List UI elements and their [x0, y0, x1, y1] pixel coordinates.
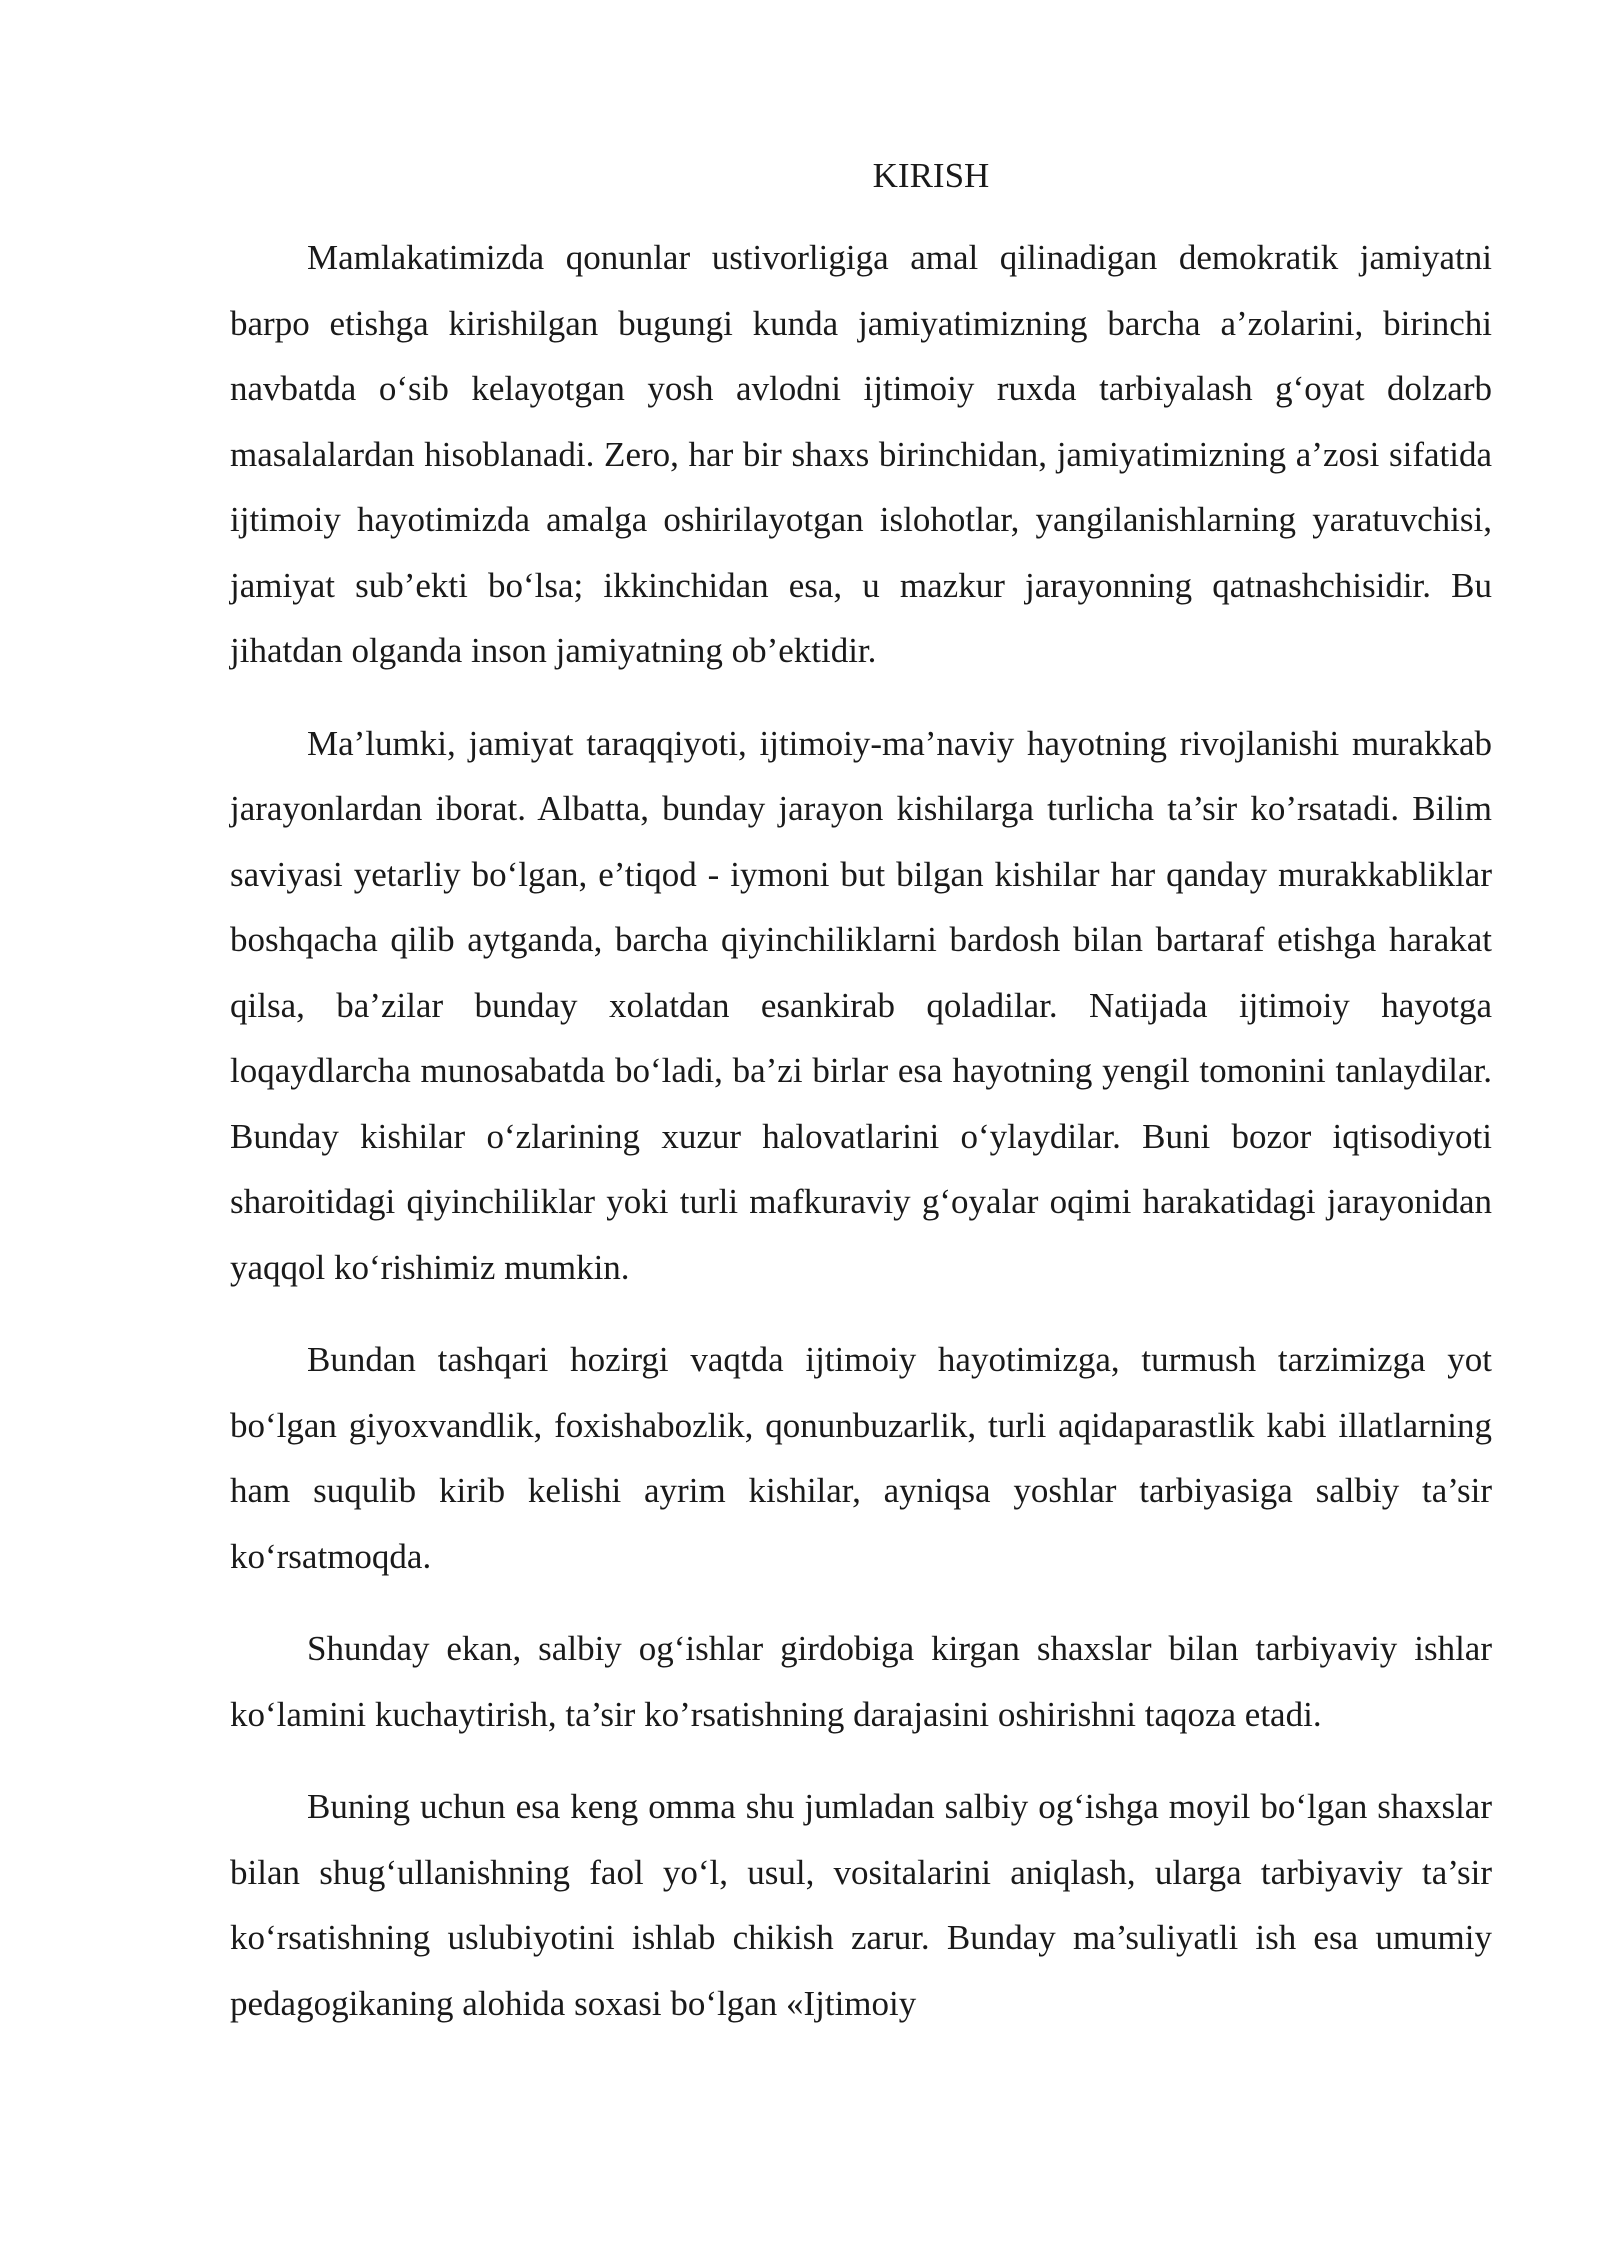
paragraph: Bundan tashqari hozirgi vaqtda ijtimoiy hayotimizga, turmush tarzimizga yot bo‘lgan giyoxvandlik, foxishabozlik, qonunbuzarlik, turli aqidaparastlik kabi illatlarning ham suqulib kirib kelishi ayrim kishilar, ayniqsa yoshlar tarbiyasiga salbiy ta’sir ko‘rsatmoqda.	[230, 1340, 1492, 1576]
page-content	[230, 150, 1492, 2063]
paragraph: Shunday ekan, salbiy og‘ishlar girdobiga kirgan shaxslar bilan tarbiyaviy ishlar ko‘lamini kuchaytirish, ta’sir ko’rsatishning darajasini oshirishni taqoza etadi.	[230, 1629, 1492, 1734]
paragraph-last: Buning uchun esa keng omma shu jumladan salbiy og‘ishga moyil bo‘lgan shaxslar bilan shug‘ullanishning faol yo‘l, usul, vositalarini aniqlash, ularga tarbiyaviy ta’sir ko‘rsatishning uslubiyotini ishlab chikish zarur. Bunday ma’suliyatli ish esa umumiy pedagogikaning alohida soxasi bo‘lgan «Ijtimoiy	[230, 1787, 1492, 2023]
paragraph: Ma’lumki, jamiyat taraqqiyoti, ijtimoiy-ma’naviy hayotning rivojlanishi murakkab jarayonlardan iborat. Albatta, bunday jarayon kishilarga turlicha ta’sir ko’rsatadi. Bilim saviyasi yetarliy bo‘lgan, e’tiqod - iymoni but bilgan kishilar har qanday murakkabliklar boshqacha qilib aytganda, barcha qiyinchiliklarni bardosh bilan bartaraf etishga harakat qilsa, ba’zilar bunday xolatdan esankirab qoladilar. Natijada ijtimoiy hayotga loqaydlarcha munosabatda bo‘ladi, ba’zi birlar esa hayotning yengil tomonini tanlaydilar. Bunday kishilar o‘zlarining xuzur halovatlarini o‘ylaydilar. Buni bozor iqtisodiyoti sharoitidagi qiyinchiliklar yoki turli mafkuraviy g‘oyalar oqimi harakatidagi jarayonidan yaqqol ko‘rishimiz mumkin.	[230, 723, 1492, 1287]
page-title: KIRISH	[872, 156, 990, 195]
paragraph: Mamlakatimizda qonunlar ustivorligiga amal qilinadigan demokratik jamiyatni barpo etishga kirishilgan bugungi kunda jamiyatimizning barcha a’zolarini, birinchi navbatda o‘sib kelayotgan yosh avlodni ijtimoiy ruxda tarbiyalash g‘oyat dolzarb masalalardan hisoblanadi. Zero, har bir shaxs birinchidan, jamiyatimizning a’zosi sifatida ijtimoiy hayotimizda amalga oshirilayotgan islohotlar, yangilanishlarning yaratuvchisi, jamiyat sub’ekti bo‘lsa; ikkinchidan esa, u mazkur jarayonning qatnashchisidir. Bu jihatdan olganda inson jamiyatning ob’ektidir.	[230, 238, 1492, 670]
